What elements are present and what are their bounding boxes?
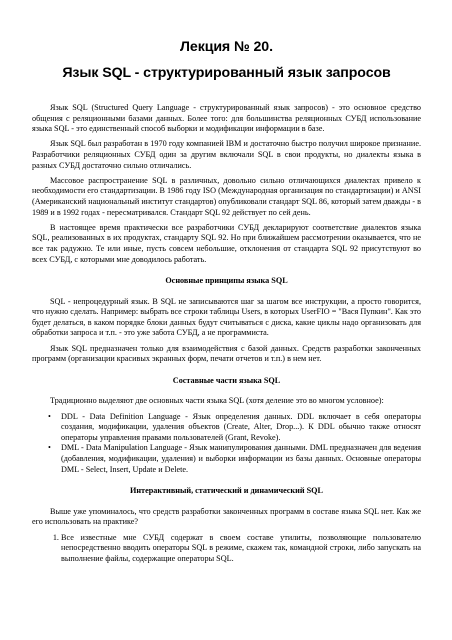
parts-list [32, 412, 421, 476]
paragraph-principles-1: SQL - непроцедурный язык. В SQL не записываются шаг за шагом все инструкции, а просто говорится, что нужно сделать. Например: выбрать все строки таблицы Users, в которых UserFIO = "Вася Пупкин". Как это будет делаться, в каком порядке блоки данных будут считываться с диска, какие циклы надо организовать для обработки запроса и т.п. - это уже забота СУБД, а не программиста. [32, 296, 421, 338]
page-title: Язык SQL - структурированный язык запросов [62, 65, 391, 81]
paragraph-intro-1: Язык SQL (Structured Query Language - структурированный язык запросов) - это основное средство общения с реляционными базами данных. Более того: для большинства реляционных СУБД использование языка SQL - это единственный способ выборки и модификации информации в базе. [32, 103, 421, 134]
section-heading-principles: Основные принципы языка SQL [165, 276, 288, 286]
section-heading-kinds: Интерактивный, статический и динамический SQL [129, 486, 324, 496]
paragraph-parts-1: Традиционно выделяют две основных части языка SQL (хотя деление это во многом условное): [50, 396, 384, 406]
paragraph-intro-3: Массовое распространение SQL в различных, довольно сильно отличающихся диалектах привело к необходимости его стандартизации. В 1986 году ISO (Международная организация по стандартизации) и ANSI (Американский национальный институт стандартов) опубликовали стандарт SQL 86, который затем дважды - в 1989 и в 1992 годах - пересматривался. Стандарт SQL 92 действует по сей день. [32, 175, 421, 217]
list-item-utilities: 1. Все известные мне СУБД содержат в своем составе утилиты, позволяющие пользователю непосредственно вводить операторы SQL в режиме, скажем так, командной строки, либо запускать на выполнение файлы, содержащие операторы SQL. [61, 533, 421, 565]
list-item-ddl: • DDL - Data Definition Language - Язык определения данных. DDL включает в себя операторы создания, модификации, удаления объектов (Create, Alter, Drop...). К DDL обычно также относят операторы управления правами пользователей (Grant, Revoke). [61, 412, 421, 444]
kinds-list [32, 533, 421, 565]
lecture-number: Лекция № 20. [180, 39, 273, 55]
list-item-dml: • DML - Data Manipulation Language - Язык манипулирования данными. DML предназначен для ведения (добавления, модификации, удаления) и выборки информации из базы данных. Основные операторы DML - Select, Insert, Update и Delete. [61, 443, 421, 475]
section-heading-parts: Составные части языка SQL [172, 375, 281, 385]
paragraph-principles-2: Язык SQL предназначен только для взаимодействия с базой данных. Средств разработки законченных программ (организации красивых экранных форм, печати отчетов и т.п.) в нем нет. [32, 343, 421, 364]
paragraph-intro-4: В настоящее время практически все разработчики СУБД декларируют соответствие диалектов языка SQL, реализованных в их продуктах, стандарту SQL 92. Но при ближайшем рассмотрении оказывается, что не все так радужно. Те или иные, пусть совсем небольшие, отклонения от стандарта SQL 92 присутствуют во всех СУБД, с которыми мне доводилось работать. [32, 222, 421, 264]
paragraph-intro-2: Язык SQL был разработан в 1970 году компанией IBM и достаточно быстро получил широкое признание. Разработчики реляционных СУБД один за другим включали SQL в свои продукты, но диалекты языка в разных СУБД достаточно сильно отличались. [32, 139, 421, 170]
document-body [32, 103, 421, 564]
paragraph-kinds-1: Выше уже упоминалось, что средств разработки законченных программ в составе языка SQL нет. Как же его использовать на практике? [32, 506, 421, 527]
